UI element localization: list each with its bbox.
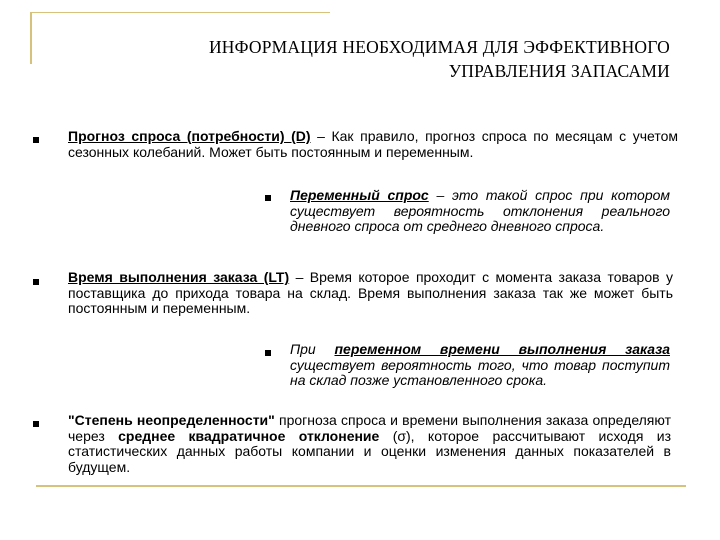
sub-variable-demand bbox=[290, 188, 670, 235]
bullet-square-icon bbox=[33, 421, 39, 427]
item-demand-forecast-text: – Как правило, прогноз спроса по месяцам с учетом сезонных колебаний. Может быть постоянным и переменным. bbox=[68, 128, 678, 160]
item-uncertainty-text-1: прогноза спроса и времени выполнения заказа определяют через bbox=[68, 412, 671, 444]
slide-title bbox=[50, 35, 670, 83]
title-line-1: ИНФОРМАЦИЯ НЕОБХОДИМАЯ ДЛЯ ЭФФЕКТИВНОГО bbox=[208, 37, 670, 57]
item-uncertainty-term-2: среднее квадратичное отклонение bbox=[118, 427, 380, 444]
item-lead-time-term: Время выполнения заказа (LT) bbox=[68, 269, 290, 285]
frame-vertical-line bbox=[30, 12, 32, 64]
item-uncertainty-term: "Степень неопределенности" bbox=[68, 412, 275, 428]
item-lead-time bbox=[68, 270, 673, 317]
item-demand-forecast-term: Прогноз спроса (потребности) (D) bbox=[68, 128, 311, 144]
bullet-square-icon bbox=[265, 195, 271, 201]
item-uncertainty-text-2: (σ), которое рассчитывают исходя из статистических данных работы компании и оценки изменения данных показателей в будущем. bbox=[68, 427, 672, 475]
sub-variable-lead-time-text: существует вероятность того, что товар поступит на склад позже установленного срока. bbox=[290, 356, 670, 388]
sub-variable-lead-time-pre: При bbox=[290, 341, 335, 357]
bullet-square-icon bbox=[33, 137, 39, 143]
item-lead-time-text: – Время которое проходит с момента заказа товаров у поставщика до прихода товара на склад. Время выполнения заказа так же может быть постоянным и переменным. bbox=[68, 269, 673, 316]
bullet-square-icon bbox=[265, 350, 271, 356]
item-demand-forecast bbox=[68, 129, 678, 160]
item-uncertainty bbox=[68, 413, 671, 475]
sub-variable-lead-time-term: переменном времени выполнения заказа bbox=[334, 341, 670, 357]
bullet-square-icon bbox=[33, 279, 39, 285]
sub-variable-demand-term: Переменный спрос bbox=[290, 187, 429, 203]
frame-bottom-line bbox=[36, 485, 686, 487]
sub-variable-demand-text: – это такой спрос при котором существует вероятность отклонения реального дневного спроса от среднего дневного спроса. bbox=[290, 187, 671, 234]
frame-top-line bbox=[30, 12, 330, 13]
title-line-2: УПРАВЛЕНИЯ ЗАПАСАМИ bbox=[448, 61, 670, 81]
sub-variable-lead-time bbox=[290, 342, 670, 389]
